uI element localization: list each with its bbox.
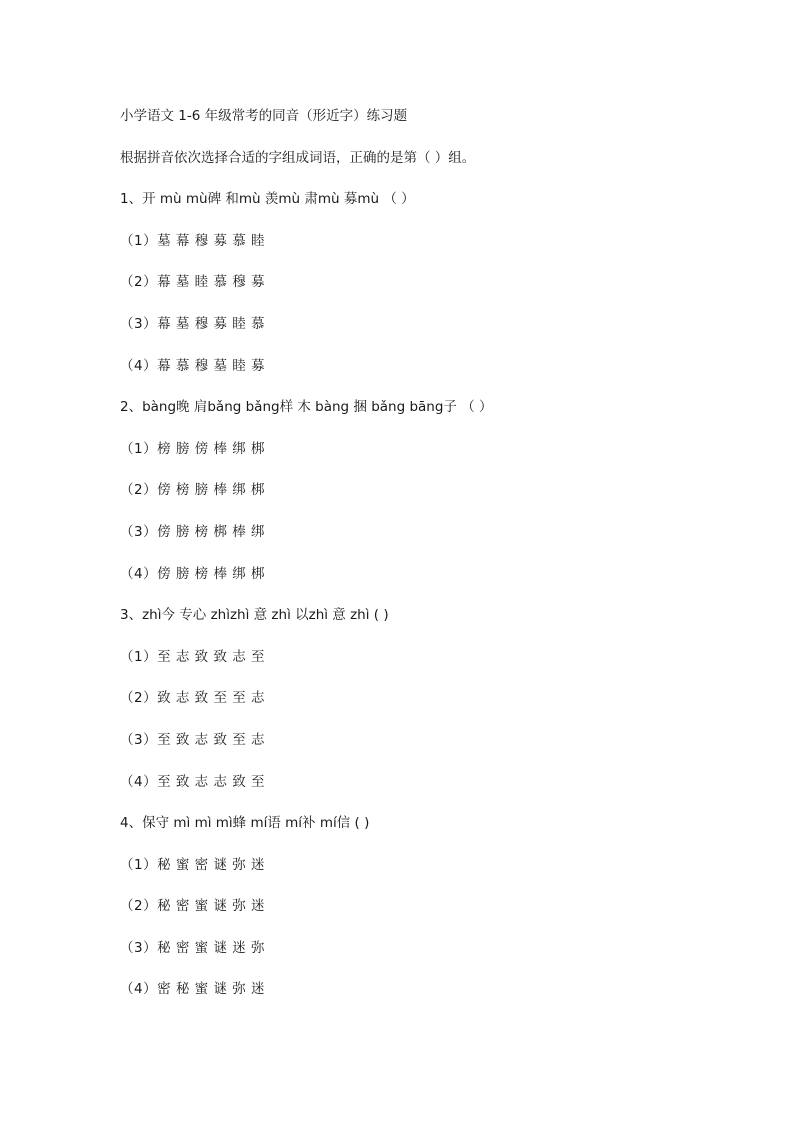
question-stem: 3、zhì今 专心 zhìzhì 意 zhì 以zhì 意 zhì ( ) — [120, 607, 389, 624]
document-title: 小学语文 1-6 年级常考的同音（形近字）练习题 — [120, 108, 408, 124]
question-3 — [120, 605, 720, 791]
question-2 — [120, 397, 720, 583]
option-item: （4）密 秘 蜜 谜 弥 迷 — [120, 981, 266, 998]
option-item: （1）榜 膀 傍 棒 绑 梆 — [120, 440, 266, 457]
option-item: （3）幕 墓 穆 募 睦 慕 — [120, 315, 266, 332]
option-item: （2）致 志 致 至 至 志 — [120, 690, 266, 707]
instruction-text: 根据拼音依次选择合适的字组成词语，正确的是第（ ）组。 — [120, 149, 476, 166]
option-item: （3）秘 密 蜜 谜 迷 弥 — [120, 939, 266, 956]
option-item: （1）至 志 致 致 志 至 — [120, 648, 266, 665]
question-4 — [120, 813, 720, 999]
option-item: （4）至 致 志 志 致 至 — [120, 773, 266, 790]
option-item: （2）秘 密 蜜 谜 弥 迷 — [120, 898, 266, 915]
question-stem: 4、保守 mì mì mì蜂 mí语 mí补 mí信 ( ) — [120, 815, 370, 832]
option-item: （2）傍 榜 膀 棒 绑 梆 — [120, 482, 266, 499]
question-1 — [120, 189, 720, 375]
document-body — [120, 106, 720, 1021]
option-item: （1）秘 蜜 密 谜 弥 迷 — [120, 856, 266, 873]
question-stem: 1、开 mù mù碑 和mù 羡mù 肃mù 募mù （ ） — [120, 191, 415, 208]
question-stem: 2、bàng晚 肩bǎng bǎng样 木 bàng 捆 bǎng bāng子 （ ） — [120, 399, 493, 416]
option-item: （1）墓 幕 穆 募 慕 睦 — [120, 232, 266, 249]
option-item: （3）傍 膀 榜 梆 棒 绑 — [120, 523, 266, 540]
option-item: （2）幕 墓 睦 慕 穆 募 — [120, 274, 266, 291]
option-item: （4）幕 慕 穆 墓 睦 募 — [120, 357, 266, 374]
option-item: （4）傍 膀 榜 棒 绑 梆 — [120, 565, 266, 582]
option-item: （3）至 致 志 致 至 志 — [120, 731, 266, 748]
